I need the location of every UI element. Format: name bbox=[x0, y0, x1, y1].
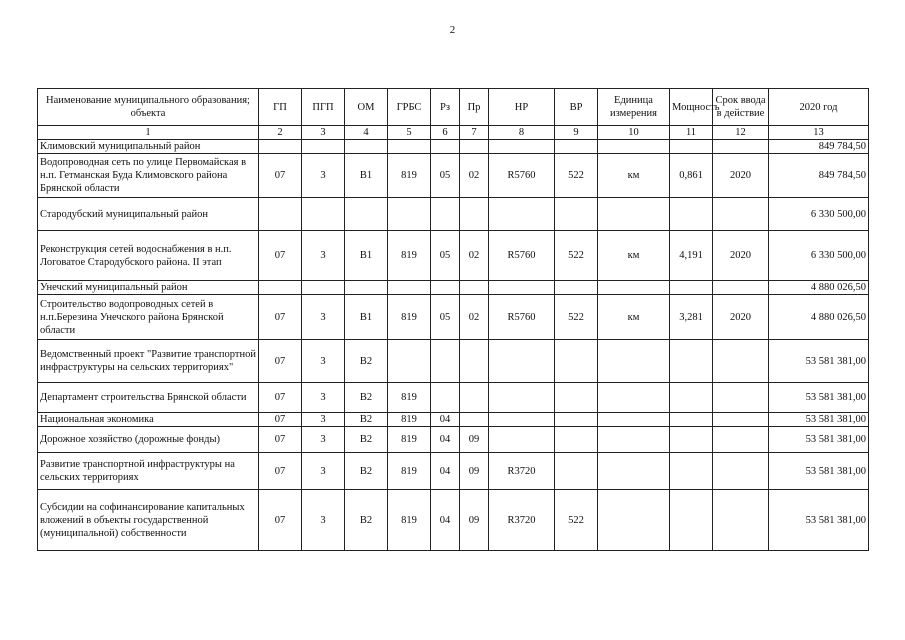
cell-term bbox=[713, 490, 769, 551]
cell-capacity bbox=[670, 413, 713, 427]
cell-name: Строительство водопроводных сетей в н.п.Березина Унечского района Брянской области bbox=[38, 295, 259, 340]
cell-amount: 53 581 381,00 bbox=[769, 427, 869, 453]
cell-pgp: 3 bbox=[302, 453, 345, 490]
cell-unit bbox=[598, 340, 670, 383]
cell-grbs: 819 bbox=[388, 427, 431, 453]
header-cell-nr: НР bbox=[489, 89, 555, 126]
cell-nr: R5760 bbox=[489, 295, 555, 340]
cell-capacity: 4,191 bbox=[670, 231, 713, 281]
cell-vr bbox=[555, 198, 598, 231]
table-row bbox=[38, 383, 869, 413]
column-number: 4 bbox=[345, 126, 388, 140]
cell-rz bbox=[431, 198, 460, 231]
cell-unit bbox=[598, 140, 670, 154]
cell-amount: 6 330 500,00 bbox=[769, 231, 869, 281]
column-number-row bbox=[38, 126, 869, 140]
cell-capacity bbox=[670, 453, 713, 490]
cell-pr bbox=[460, 413, 489, 427]
cell-amount: 849 784,50 bbox=[769, 140, 869, 154]
cell-nr: R5760 bbox=[489, 154, 555, 198]
column-number: 5 bbox=[388, 126, 431, 140]
cell-gp: 07 bbox=[259, 383, 302, 413]
cell-rz: 05 bbox=[431, 295, 460, 340]
cell-name: Реконструкция сетей водоснабжения в н.п. Логоватое Стародубского района. II этап bbox=[38, 231, 259, 281]
cell-om: B2 bbox=[345, 340, 388, 383]
cell-unit bbox=[598, 383, 670, 413]
cell-pr bbox=[460, 281, 489, 295]
cell-gp: 07 bbox=[259, 413, 302, 427]
cell-amount: 53 581 381,00 bbox=[769, 453, 869, 490]
header-cell-term: Срок ввода в действие bbox=[713, 89, 769, 126]
header-cell-grbs: ГРБС bbox=[388, 89, 431, 126]
column-number: 7 bbox=[460, 126, 489, 140]
cell-name: Субсидии на софинансирование капитальных вложений в объекты государственной (муниципальной) собственности bbox=[38, 490, 259, 551]
cell-pgp: 3 bbox=[302, 427, 345, 453]
cell-unit bbox=[598, 413, 670, 427]
column-number: 8 bbox=[489, 126, 555, 140]
cell-pgp: 3 bbox=[302, 295, 345, 340]
cell-term bbox=[713, 427, 769, 453]
cell-nr: R3720 bbox=[489, 453, 555, 490]
cell-pr: 09 bbox=[460, 490, 489, 551]
cell-vr bbox=[555, 427, 598, 453]
header-cell-om: ОМ bbox=[345, 89, 388, 126]
cell-om: B2 bbox=[345, 453, 388, 490]
cell-rz bbox=[431, 340, 460, 383]
table-row bbox=[38, 154, 869, 198]
cell-capacity bbox=[670, 383, 713, 413]
cell-pgp bbox=[302, 198, 345, 231]
cell-term bbox=[713, 413, 769, 427]
table-row bbox=[38, 413, 869, 427]
cell-pr bbox=[460, 140, 489, 154]
cell-pgp: 3 bbox=[302, 154, 345, 198]
cell-om: B2 bbox=[345, 427, 388, 453]
table-row bbox=[38, 490, 869, 551]
table-row bbox=[38, 295, 869, 340]
cell-gp: 07 bbox=[259, 490, 302, 551]
cell-om bbox=[345, 140, 388, 154]
cell-rz bbox=[431, 383, 460, 413]
cell-capacity: 3,281 bbox=[670, 295, 713, 340]
cell-gp: 07 bbox=[259, 453, 302, 490]
cell-unit: км bbox=[598, 231, 670, 281]
cell-vr bbox=[555, 413, 598, 427]
cell-name: Департамент строительства Брянской области bbox=[38, 383, 259, 413]
cell-gp bbox=[259, 198, 302, 231]
cell-vr: 522 bbox=[555, 231, 598, 281]
cell-nr bbox=[489, 198, 555, 231]
column-number: 12 bbox=[713, 126, 769, 140]
cell-pgp: 3 bbox=[302, 383, 345, 413]
cell-vr: 522 bbox=[555, 490, 598, 551]
header-cell-rz: Рз bbox=[431, 89, 460, 126]
cell-grbs: 819 bbox=[388, 231, 431, 281]
cell-amount: 53 581 381,00 bbox=[769, 383, 869, 413]
cell-capacity bbox=[670, 198, 713, 231]
table-row bbox=[38, 427, 869, 453]
cell-pgp: 3 bbox=[302, 340, 345, 383]
column-number: 6 bbox=[431, 126, 460, 140]
header-cell-gp: ГП bbox=[259, 89, 302, 126]
cell-unit bbox=[598, 427, 670, 453]
cell-vr bbox=[555, 281, 598, 295]
cell-capacity bbox=[670, 281, 713, 295]
cell-grbs bbox=[388, 340, 431, 383]
header-row bbox=[38, 89, 869, 126]
cell-amount: 6 330 500,00 bbox=[769, 198, 869, 231]
cell-rz bbox=[431, 140, 460, 154]
cell-vr: 522 bbox=[555, 154, 598, 198]
header-cell-name: Наименование муниципального образования; объекта bbox=[38, 89, 259, 126]
cell-pr: 02 bbox=[460, 295, 489, 340]
header-cell-capacity: Мощность bbox=[670, 89, 713, 126]
cell-grbs: 819 bbox=[388, 490, 431, 551]
cell-capacity bbox=[670, 140, 713, 154]
budget-table bbox=[37, 88, 869, 551]
cell-om bbox=[345, 281, 388, 295]
cell-nr bbox=[489, 427, 555, 453]
cell-term bbox=[713, 281, 769, 295]
cell-grbs bbox=[388, 140, 431, 154]
cell-amount: 849 784,50 bbox=[769, 154, 869, 198]
cell-capacity bbox=[670, 340, 713, 383]
cell-om: B2 bbox=[345, 490, 388, 551]
cell-pr bbox=[460, 340, 489, 383]
cell-pgp: 3 bbox=[302, 490, 345, 551]
cell-gp bbox=[259, 140, 302, 154]
cell-rz: 04 bbox=[431, 413, 460, 427]
cell-term: 2020 bbox=[713, 231, 769, 281]
cell-name: Развитие транспортной инфраструктуры на сельских территориях bbox=[38, 453, 259, 490]
header-cell-pr: Пр bbox=[460, 89, 489, 126]
cell-term bbox=[713, 198, 769, 231]
cell-amount: 53 581 381,00 bbox=[769, 490, 869, 551]
header-cell-pgp: ПГП bbox=[302, 89, 345, 126]
cell-grbs: 819 bbox=[388, 295, 431, 340]
cell-grbs bbox=[388, 198, 431, 231]
cell-name: Дорожное хозяйство (дорожные фонды) bbox=[38, 427, 259, 453]
cell-term bbox=[713, 140, 769, 154]
cell-vr bbox=[555, 140, 598, 154]
cell-unit bbox=[598, 490, 670, 551]
cell-pgp bbox=[302, 140, 345, 154]
cell-rz: 04 bbox=[431, 490, 460, 551]
cell-vr bbox=[555, 340, 598, 383]
cell-om: B1 bbox=[345, 231, 388, 281]
cell-grbs: 819 bbox=[388, 383, 431, 413]
table-row bbox=[38, 198, 869, 231]
cell-pr bbox=[460, 383, 489, 413]
column-number: 9 bbox=[555, 126, 598, 140]
header-cell-year: 2020 год bbox=[769, 89, 869, 126]
cell-term bbox=[713, 383, 769, 413]
header-cell-vr: ВР bbox=[555, 89, 598, 126]
cell-unit: км bbox=[598, 154, 670, 198]
cell-term: 2020 bbox=[713, 295, 769, 340]
cell-om: B1 bbox=[345, 154, 388, 198]
cell-unit bbox=[598, 198, 670, 231]
cell-capacity bbox=[670, 490, 713, 551]
cell-gp: 07 bbox=[259, 340, 302, 383]
cell-capacity bbox=[670, 427, 713, 453]
cell-pr bbox=[460, 198, 489, 231]
cell-pr: 09 bbox=[460, 453, 489, 490]
cell-nr bbox=[489, 383, 555, 413]
cell-vr bbox=[555, 453, 598, 490]
cell-vr: 522 bbox=[555, 295, 598, 340]
cell-nr bbox=[489, 281, 555, 295]
cell-unit bbox=[598, 453, 670, 490]
cell-nr: R3720 bbox=[489, 490, 555, 551]
cell-gp: 07 bbox=[259, 295, 302, 340]
cell-name: Водопроводная сеть по улице Первомайская в н.п. Гетманская Буда Климовского района Брянской области bbox=[38, 154, 259, 198]
cell-om: B2 bbox=[345, 383, 388, 413]
cell-grbs bbox=[388, 281, 431, 295]
column-number: 10 bbox=[598, 126, 670, 140]
cell-capacity: 0,861 bbox=[670, 154, 713, 198]
column-number: 13 bbox=[769, 126, 869, 140]
cell-nr: R5760 bbox=[489, 231, 555, 281]
column-number: 1 bbox=[38, 126, 259, 140]
header-cell-unit: Единица измерения bbox=[598, 89, 670, 126]
cell-amount: 4 880 026,50 bbox=[769, 295, 869, 340]
cell-name: Национальная экономика bbox=[38, 413, 259, 427]
cell-vr bbox=[555, 383, 598, 413]
cell-gp: 07 bbox=[259, 427, 302, 453]
cell-amount: 53 581 381,00 bbox=[769, 413, 869, 427]
cell-pr: 02 bbox=[460, 154, 489, 198]
cell-gp: 07 bbox=[259, 231, 302, 281]
cell-pr: 09 bbox=[460, 427, 489, 453]
table-row bbox=[38, 340, 869, 383]
column-number: 11 bbox=[670, 126, 713, 140]
cell-nr bbox=[489, 413, 555, 427]
cell-rz: 05 bbox=[431, 231, 460, 281]
cell-amount: 4 880 026,50 bbox=[769, 281, 869, 295]
table-row bbox=[38, 281, 869, 295]
cell-name: Ведомственный проект "Развитие транспортной инфраструктуры на сельских территориях" bbox=[38, 340, 259, 383]
cell-grbs: 819 bbox=[388, 413, 431, 427]
cell-pgp bbox=[302, 281, 345, 295]
cell-unit bbox=[598, 281, 670, 295]
cell-name: Климовский муниципальный район bbox=[38, 140, 259, 154]
cell-grbs: 819 bbox=[388, 154, 431, 198]
table-row bbox=[38, 140, 869, 154]
cell-om: B2 bbox=[345, 413, 388, 427]
cell-rz bbox=[431, 281, 460, 295]
cell-grbs: 819 bbox=[388, 453, 431, 490]
cell-name: Стародубский муниципальный район bbox=[38, 198, 259, 231]
table-row bbox=[38, 231, 869, 281]
cell-rz: 04 bbox=[431, 453, 460, 490]
cell-pgp: 3 bbox=[302, 413, 345, 427]
cell-rz: 05 bbox=[431, 154, 460, 198]
cell-name: Унечский муниципальный район bbox=[38, 281, 259, 295]
cell-nr bbox=[489, 140, 555, 154]
cell-rz: 04 bbox=[431, 427, 460, 453]
cell-gp bbox=[259, 281, 302, 295]
column-number: 3 bbox=[302, 126, 345, 140]
cell-pgp: 3 bbox=[302, 231, 345, 281]
cell-amount: 53 581 381,00 bbox=[769, 340, 869, 383]
cell-term: 2020 bbox=[713, 154, 769, 198]
cell-om: B1 bbox=[345, 295, 388, 340]
cell-gp: 07 bbox=[259, 154, 302, 198]
cell-nr bbox=[489, 340, 555, 383]
cell-unit: км bbox=[598, 295, 670, 340]
cell-term bbox=[713, 340, 769, 383]
cell-term bbox=[713, 453, 769, 490]
column-number: 2 bbox=[259, 126, 302, 140]
table-row bbox=[38, 453, 869, 490]
cell-pr: 02 bbox=[460, 231, 489, 281]
cell-om bbox=[345, 198, 388, 231]
page-number: 2 bbox=[449, 24, 456, 36]
